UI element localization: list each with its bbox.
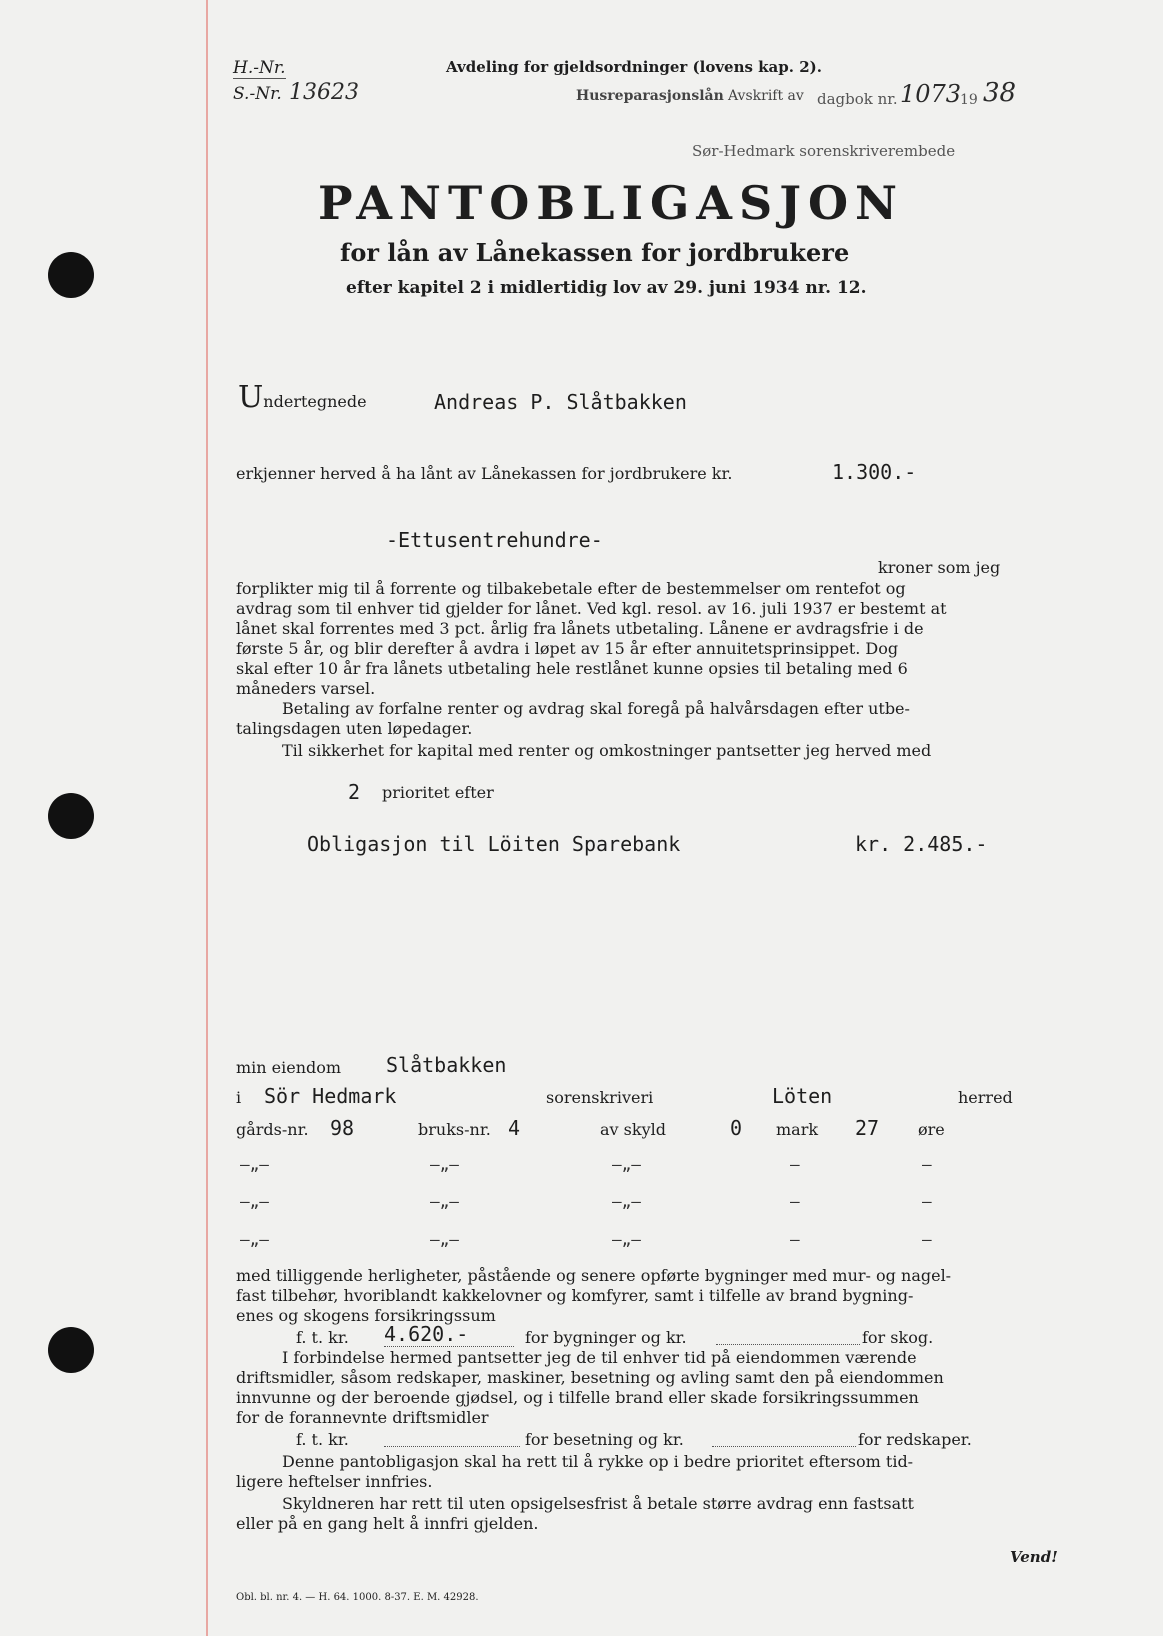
loan-paragraph-line: skal efter 10 år fra lånets utbetaling hele restlånet kunne opsies til betaling med 6 [236,659,908,678]
payment-line: talingsdagen uten løpedager. [236,719,473,738]
priority-clause-line: ligere heftelser innfries. [236,1472,433,1491]
dash-mark: — [922,1192,932,1211]
signer-label-rest: ndertegnede [263,392,367,411]
loan-paragraph-line: lånet skal forrentes med 3 pct. årlig fra lånets utbetaling. Lånene er avdragsfrie i de [236,619,924,638]
year-suffix: 38 [983,78,1017,108]
equipment-line: for de forannevnte driftsmidler [236,1408,489,1427]
loan-type-stamp: Husreparasjonslån [576,88,724,104]
security-line: Til sikkerhet for kapital med renter og omkostninger pantsetter jeg herved med [282,741,932,760]
priority-number: 2 [348,780,361,804]
skyld-label: av skyld [600,1120,666,1139]
for-skog-label: for skog. [862,1328,934,1347]
loan-paragraph-line: første 5 år, og blir derefter å avdra i løpet av 15 år efter annuitetsprinsippet. Dog [236,639,899,658]
skyld-ore-value: 27 [855,1116,880,1140]
office-stamp: Sør-Hedmark sorenskriverembede [692,142,956,160]
equipment-line: I forbindelse hermed pantsetter jeg de til enhver tid på eiendommen værende [282,1348,917,1367]
kroner-som-jeg: kroner som jeg [878,558,1001,577]
loan-paragraph-line: avdrag som til enhver tid gjelder for lånet. Ved kgl. resol. av 16. juli 1937 er bestemt at [236,599,947,618]
punch-hole [48,252,94,298]
ditto-mark: —„— [430,1192,459,1211]
ditto-mark: —„— [612,1230,641,1249]
dash-mark: — [790,1192,800,1211]
insurance-line: enes og skogens forsikringssum [236,1306,496,1325]
priority-clause-line: Denne pantobligasjon skal ha rett til å rykke op i bedre prioritet eftersom tid- [282,1452,914,1471]
ditto-mark: —„— [240,1192,269,1211]
equipment-line: innvunne og der beroende gjødsel, og i tilfelle brand eller skade forsikringssummen [236,1388,919,1407]
sorenskriveri-value: Sör Hedmark [264,1084,397,1108]
repayment-clause-line: Skyldneren har rett til uten opsigelsesfrist å betale større avdrag enn fastsatt [282,1494,914,1513]
vend-note: Vend! [1010,1548,1058,1566]
bruks-value: 4 [508,1116,521,1140]
ditto-mark: —„— [430,1230,459,1249]
ore-label: øre [918,1120,945,1139]
for-bygninger-label: for bygninger og kr. [525,1328,687,1347]
dash-mark: — [922,1155,932,1174]
priority-label: prioritet efter [382,783,494,802]
besetning-sum-blank [384,1446,520,1447]
repayment-clause-line: eller på en gang helt å innfri gjelden. [236,1514,539,1533]
eiendom-value: Slåtbakken [386,1053,507,1077]
margin-rule [206,0,208,1636]
insurance-line: med tilliggende herligheter, påstående og senere opførte bygninger med mur- og nagel- [236,1266,952,1285]
ditto-mark: —„— [240,1230,269,1249]
dagbok-label: dagbok nr. [817,90,898,108]
s-nr-value: 13623 [289,80,359,105]
equipment-line: driftsmidler, såsom redskaper, maskiner, besetning og avling samt den på eiendommen [236,1368,944,1387]
priority-item: Obligasjon til Löiten Sparebank [307,832,681,856]
ditto-mark: —„— [240,1155,269,1174]
ditto-mark: —„— [612,1192,641,1211]
loan-ack-text: erkjenner herved å ha lånt av Lånekassen for jordbrukere kr. [236,464,733,483]
dagbok-number: 1073 [900,80,962,108]
loan-paragraph-line: forplikter mig til å forrente og tilbakebetale efter de bestemmelser om rentefot og [236,579,906,598]
loan-amount: 1.300.- [832,460,917,484]
skyld-mark-value: 0 [730,1116,743,1140]
ft-kr-label: f. t. kr. [296,1328,349,1347]
department-line: Avdeling for gjeldsordninger (lovens kap. 2). [446,58,822,76]
for-besetning-label: for besetning og kr. [525,1430,684,1449]
eiendom-label: min eiendom [236,1058,342,1077]
bruks-label: bruks-nr. [418,1120,491,1139]
i-label: i [236,1088,242,1107]
priority-amount: kr. 2.485.- [855,832,988,856]
dash-mark: — [790,1230,800,1249]
year-prefix: 19 [960,92,978,108]
mark-label: mark [776,1120,819,1139]
loan-amount-words: -Ettusentrehundre- [386,528,603,552]
signer-name: Andreas P. Slåtbakken [434,390,687,414]
h-nr-label: H.-Nr. [233,58,286,78]
gards-label: gårds-nr. [236,1120,309,1139]
herred-value: Löten [772,1084,833,1108]
building-sum: 4.620.- [384,1322,514,1347]
subtitle-line1: for lån av Lånekassen for jordbrukere [340,238,850,267]
subtitle-line2: efter kapitel 2 i midlertidig lov av 29. juni 1934 nr. 12. [346,278,867,298]
ditto-mark: —„— [612,1155,641,1174]
signer-label [238,380,367,415]
payment-line: Betaling av forfalne renter og avdrag skal foregå på halvårsdagen efter utbe- [282,699,910,718]
loan-paragraph-line: måneders varsel. [236,679,376,698]
form-footer: Obl. bl. nr. 4. — H. 64. 1000. 8-37. E. M. 42928. [236,1592,479,1603]
signer-initial: U [238,380,264,415]
ditto-mark: —„— [430,1155,459,1174]
herred-label: herred [958,1088,1013,1107]
for-redskaper-label: for redskaper. [858,1430,972,1449]
redskaper-sum-blank [712,1446,856,1447]
document-title: PANTOBLIGASJON [318,176,905,230]
dash-mark: — [790,1155,800,1174]
gards-value: 98 [330,1116,355,1140]
punch-hole [48,1327,94,1373]
punch-hole [48,793,94,839]
sorenskriveri-label: sorenskriveri [546,1088,654,1107]
dash-mark: — [922,1230,932,1249]
copy-stamp: Avskrift av [728,88,804,104]
s-nr-label: S.-Nr. [233,84,282,104]
insurance-line: fast tilbehør, hvoriblandt kakkelovner og komfyrer, samt i tilfelle av brand bygning- [236,1286,914,1305]
skog-sum-blank [716,1344,860,1345]
ft-kr-label-2: f. t. kr. [296,1430,349,1449]
